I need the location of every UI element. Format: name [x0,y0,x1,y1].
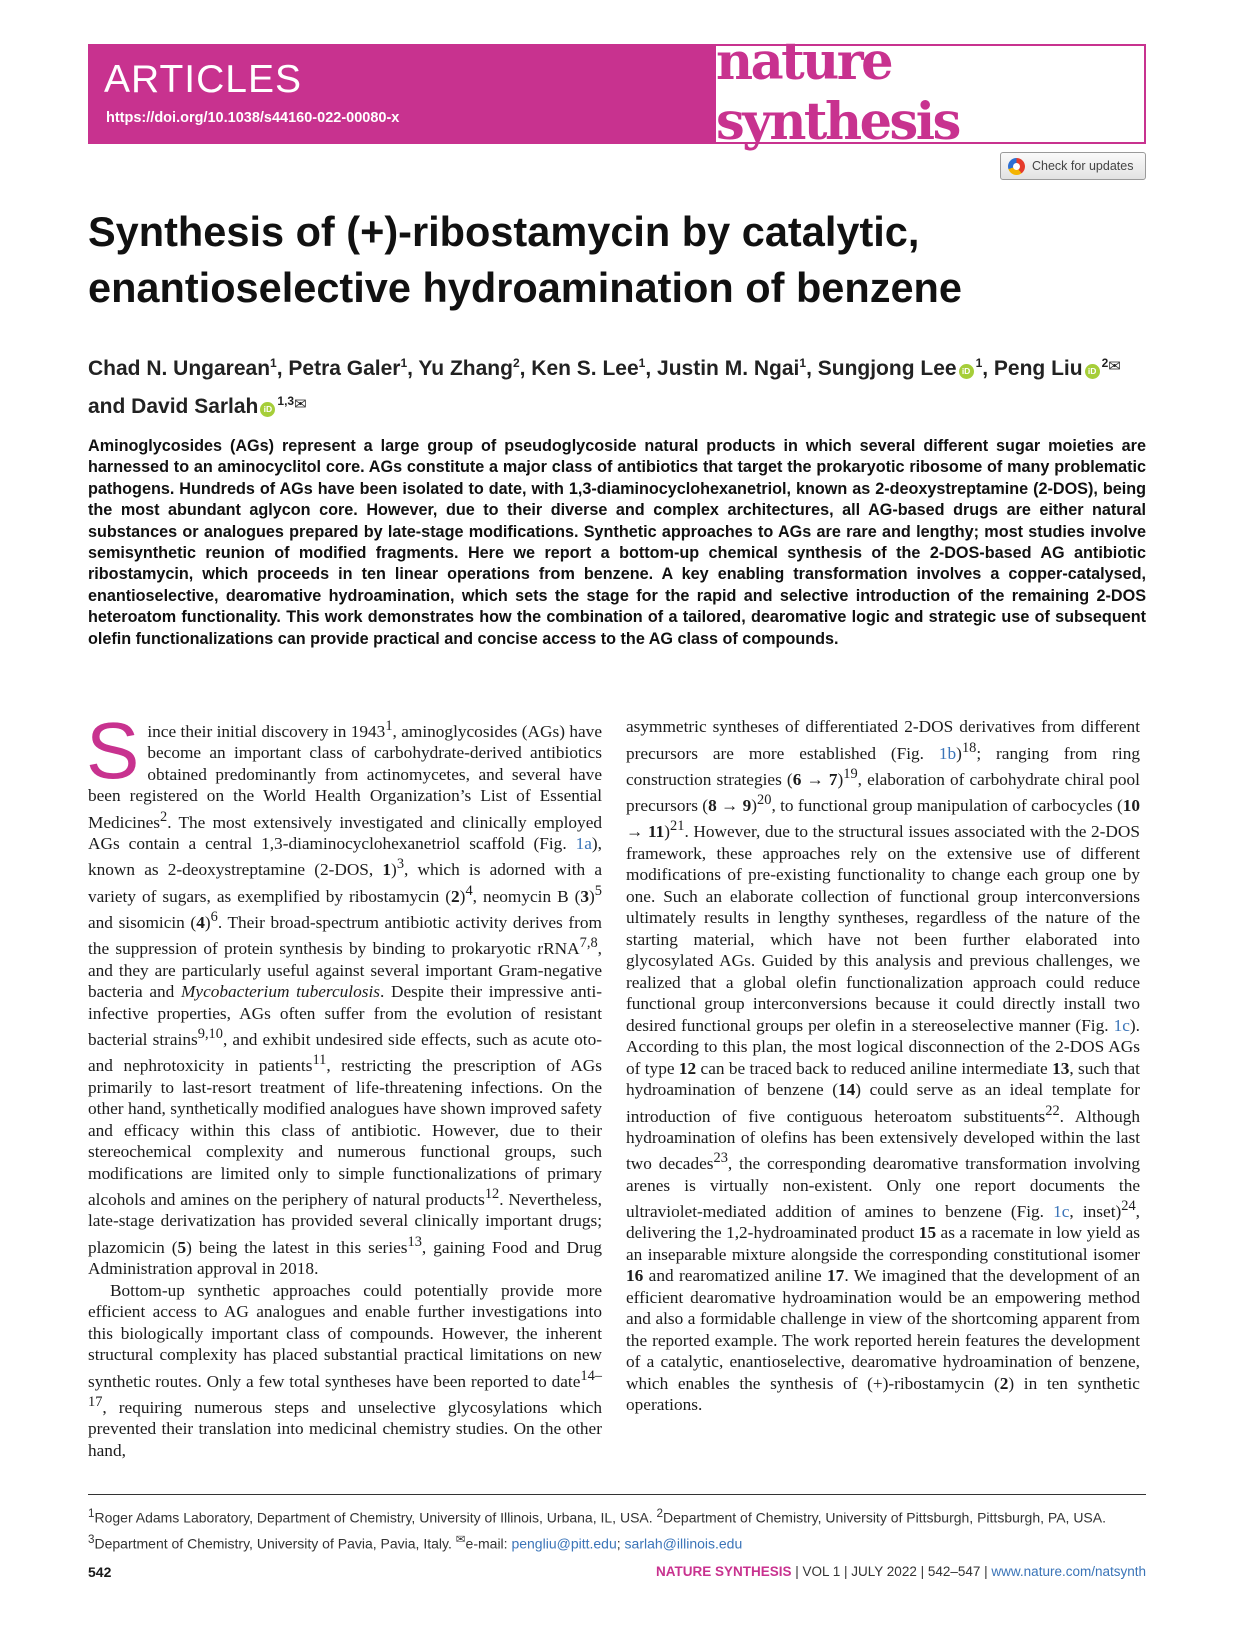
section-label: ARTICLES [104,58,303,101]
abstract: Aminoglycosides (AGs) represent a large group of pseudoglycoside natural products in which several different sugar moieties are harnessed to an aminocyclitol core. AGs constitute a major class of antibiotics that target the prokaryotic ribosome of many problematic pathogens. Hundreds of AGs have been isolated to date, with 1,3-diaminocyclohexanetriol, known as 2-deoxystreptamine (2-DOS), being the most abundant aglycon core. However, due to their diverse and complex architectures, all AG-based drugs are either natural substances or analogues prepared by late-stage modifications. Synthetic approaches to AGs are rare and lengthy; most studies involve semisynthetic reunion of modified fragments. Here we report a bottom-up chemical synthesis of the 2-DOS-based AG antibiotic ribostamycin, which proceeds in ten linear operations from benzene. A key enabling transformation involves a copper-catalysed, enantioselective, dearomative hydroamination, which sets the stage for the rapid and selective introduction of the remaining 2-DOS heteroatom functionality. This work demonstrates how the combination of a tailored, dearomative logic and strategic use of subsequent olefin functionalizations can provide practical and concise access to the AG class of compounds. [88,437,1146,648]
crossmark-icon [1008,158,1025,175]
author-list: Chad N. Ungarean$^1$, Petra Galer$^1$, Yu Zhang$^2$, Ken S. Lee$^1$, Justin M. Ngai$^1$, Sungjong Lee $iD^1$, Peng Liu $iD^2✉$ and David Sarlah iD$^{1,3}$✉ [88,356,1121,418]
body-column-right [626,716,1140,1416]
affiliations: $^1$Roger Adams Laboratory, Department of Chemistry, University of Illinois, Urbana, IL, USA. $^2$Department of Chemistry, University of Pittsburgh, Pittsburgh, PA, USA. $^3$Department of Chemistry, University of Pavia, Pavia, Italy. ✉e-mail: pengliu@pitt.edu; sarlah@illinois.edu [88,1507,1106,1552]
body-paragraph: Bottom-up synthetic approaches could potentially provide more efficient access to AG analogues and enable further investigations into this biologically important class of compounds. However, the inherent structural complexity has placed substantial practical limitations on new synthetic routes. Only a few total syntheses have been reported to date$^{14-17}$, requiring numerous steps and unselective glycosylations which prevented their translation into medicinal chemistry studies. On the other hand, [88,1280,602,1460]
check-for-updates-label: Check for updates [1032,159,1134,173]
intro-text: ince their initial discovery in 1943$^1$, aminoglycosides (AGs) have become an important class of carbohydrate-derived antibiotics obtained predominantly from actinomycetes, and several have been registered on the World Health Organization’s List of Essential Medicines$^2$. The most extensively investigated and clinically employed AGs contain a central 1,3-diaminocyclohexanetriol scaffold (Fig. 1a), known as 2-deoxystreptamine (2-DOS, 1)$^3$, which is adorned with a variety of sugars, as exemplified by ribostamycin $(2)^4$, neomycin B $(3)^5$ and sisomicin $(4)^6$. Their broad-spectrum antibiotic activity derives from the suppression of protein synthesis by binding to prokaryotic rRNA$^{7,8}$, and they are particularly useful against several important Gram-negative bacteria and Mycobacterium tuberculosis. Despite their impressive anti-infective properties, AGs often suffer from the evolution of resistant bacterial strains$^{9,10}$, and exhibit undesired side effects, such as acute oto- and nephrotoxicity in patients$^{11}$, restricting the prescription of AGs primarily to last-resort treatment of life-threatening infections. On the other hand, synthetically modified analogues have shown improved safety and efficacy within this class of antibiotic. However, due to their stereochemical complexity and numerous functional groups, such modifications are limited only to simple functionalizations of primary alcohols and amines on the periphery of natural products$^{12}$. Nevertheless, late-stage derivatization has provided several clinically important drugs; plazomicin (5) being the latest in this series$^{13}$, gaining Food and Drug Administration approval in 2018. [88,718,603,1279]
footer-journal: NATURE SYNTHESIS [655,1564,792,1579]
drop-cap: S [86,706,140,795]
footer-url[interactable]: www.nature.com/natsynth [991,1564,1146,1579]
body-column-left [86,706,603,1461]
body-paragraph: asymmetric syntheses of differentiated 2-DOS derivatives from different precursors are more established (Fig. 1b)$^{18}$; ranging from ring construction strategies $(6 \to 7)^{19}$, elaboration of carbohydrate chiral pool precursors $(8 \to 9)^{20}$, to functional group manipulation of carbocycles $(10 \to 11)^{21}$. However, due to the structural issues associated with the 2-DOS framework, these approaches rely on the extensive use of different modifications of pre-existing functionality to change each group one by one. Such an elaborate collection of functional group interconversions ultimately results in lengthy syntheses, regardless of the nature of the starting material, which have not been further elaborated into glycosylated AGs. Guided by this analysis and previous challenges, we realized that a global olefin functionalization approach could reduce functional group interconversions because it could directly install two desired functional groups per olefin in a stereoselective manner (Fig. 1c). According to this plan, the most logical disconnection of the 2-DOS AGs of type 12 can be traced back to reduced aniline intermediate 13, such that hydroamination of benzene (14) could serve as an ideal template for introduction of five contiguous heteroatom substituents$^{22}$. Although hydroamination of olefins has been extensively developed within the last two decades$^{23}$, the corresponding dearomative transformation involving arenes is virtually non-existent. Only one report documents the ultraviolet-mediated addition of amines to benzene (Fig. 1c, inset)$^{24}$, delivering the 1,2-hydroaminated product 15 as a racemate in low yield as an inseparable mixture alongside the corresponding constitutional isomer 16 and rearomatized aniline 17. We imagined that the development of an efficient dearomative hydroamination would be an empowering method and also a formidable challenge in view of the shortcoming apparent from the reported example. The work reported herein features the development of a catalytic, enantioselective, dearomative hydroamination of benzene, which enables the synthesis of (+)-ribostamycin (2) in ten synthetic operations. [626,717,1141,1415]
footer-issue: | VOL 1 | JULY 2022 | 542–547 | [791,1564,992,1579]
intro-paragraph [86,706,603,1280]
check-for-updates-button[interactable] [1000,152,1146,180]
journal-logo-box [714,32,1146,152]
journal-logo: nature synthesis [716,32,959,152]
running-footer [656,1564,1146,1579]
header-banner [88,32,1146,152]
page-number: 542 [88,1564,112,1580]
article-title: Synthesis of (+)-ribostamycin by catalytic, enantioselective hydroamination of benzene [88,208,962,311]
doi-link[interactable]: https://doi.org/10.1038/s44160-022-00080-x [106,110,400,126]
footnote-rule [88,1494,1146,1495]
section-banner [88,44,714,144]
